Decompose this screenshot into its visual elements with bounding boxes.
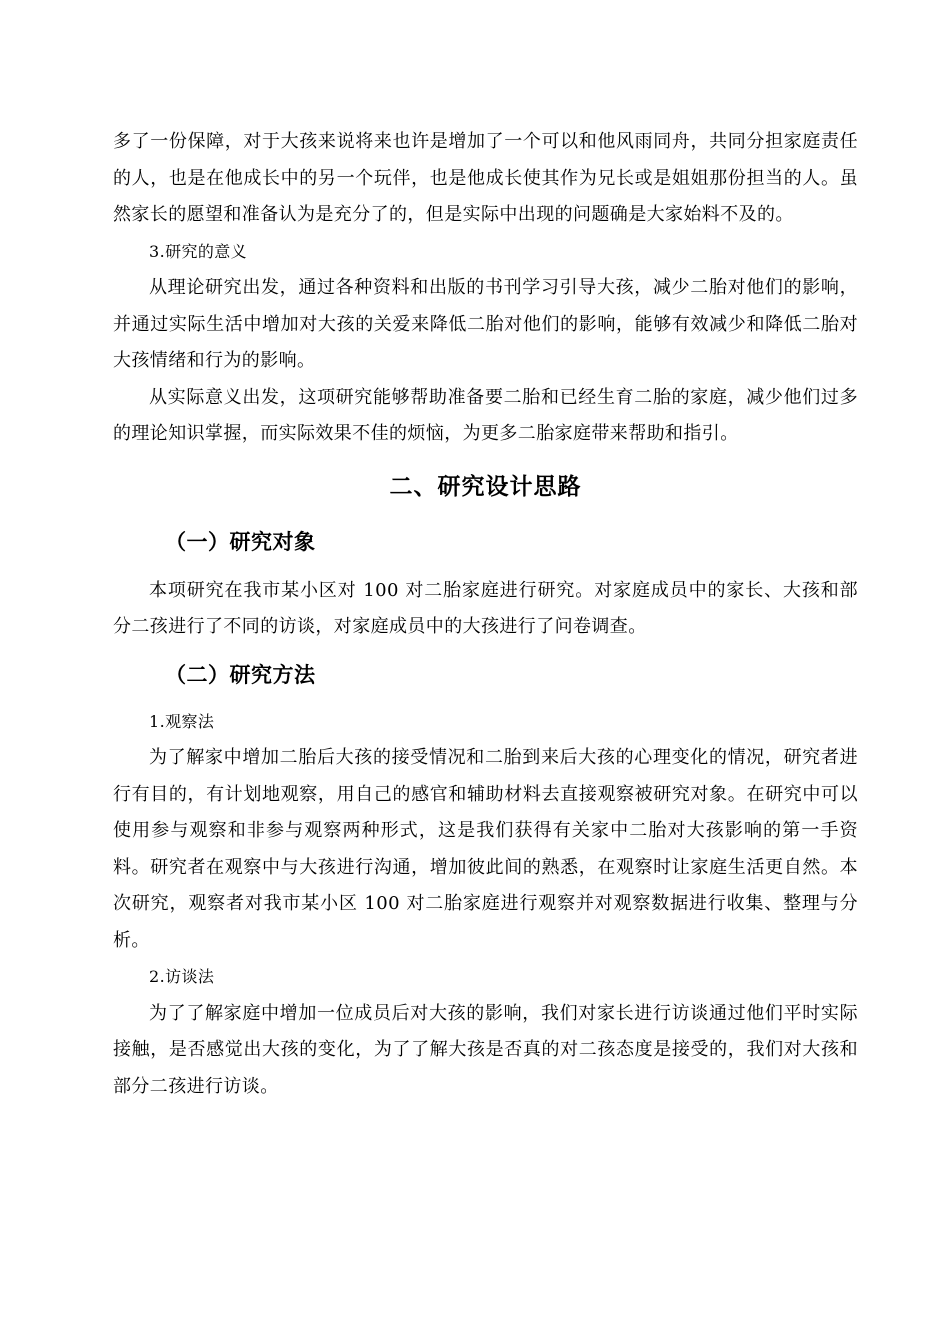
method-interview-paragraph: 为了了解家庭中增加一位成员后对大孩的影响，我们对家长进行访谈通过他们平时实际接触，是否感觉出大孩的变化，为了了解大孩是否真的对二孩态度是接受的，我们对大孩和部分二孩进行访谈。 [113, 1002, 858, 1097]
significance-practice-paragraph: 从实际意义出发，这项研究能够帮助准备要二胎和已经生育二胎的家庭，减少他们过多的理论知识掌握，而实际效果不佳的烦恼，为更多二胎家庭带来帮助和指引。 [113, 386, 858, 444]
intro-paragraph: 多了一份保障，对于大孩来说将来也许是增加了一个可以和他风雨同舟，共同分担家庭责任的人，也是在他成长中的另一个玩伴，也是他成长使其作为兄长或是姐姐那份担当的人。虽然家长的愿望和准备认为是充分了的，但是实际中出现的问题确是大家始料不及的。 [113, 131, 858, 225]
significance-heading: 3.研究的意义 [149, 241, 248, 261]
chapter-title: 二、研究设计思路 [389, 473, 582, 500]
method-interview-heading: 2.访谈法 [149, 967, 215, 986]
research-subjects-paragraph: 本项研究在我市某小区对 100 对二胎家庭进行研究。对家庭成员中的家长、大孩和部分二孩进行了不同的访谈，对家庭成员中的大孩进行了问卷调查。 [113, 579, 858, 637]
section-title-research-subjects: （一）研究对象 [165, 529, 316, 554]
significance-theory-paragraph: 从理论研究出发，通过各种资料和出版的书刊学习引导大孩，减少二胎对他们的影响，并通过实际生活中增加对大孩的关爱来降低二胎对他们的影响，能够有效减少和降低二胎对大孩情绪和行为的影响。 [113, 277, 858, 371]
method-observation-paragraph: 为了解家中增加二胎后大孩的接受情况和二胎到来后大孩的心理变化的情况，研究者进行有目的，有计划地观察，用自己的感官和辅助材料去直接观察被研究对象。在研究中可以使用参与观察和非参与观察两种形式，这是我们获得有关家中二胎对大孩影响的第一手资料。研究者在观察中与大孩进行沟通，增加彼此间的熟悉，在观察时让家庭生活更自然。本次研究，观察者对我市某小区 100 对二胎家庭进行观察并对观察数据进行收集、整理与分析。 [113, 747, 858, 951]
document-body [113, 124, 858, 1105]
section-title-research-methods: （二）研究方法 [165, 662, 316, 687]
method-observation-heading: 1.观察法 [149, 711, 215, 731]
